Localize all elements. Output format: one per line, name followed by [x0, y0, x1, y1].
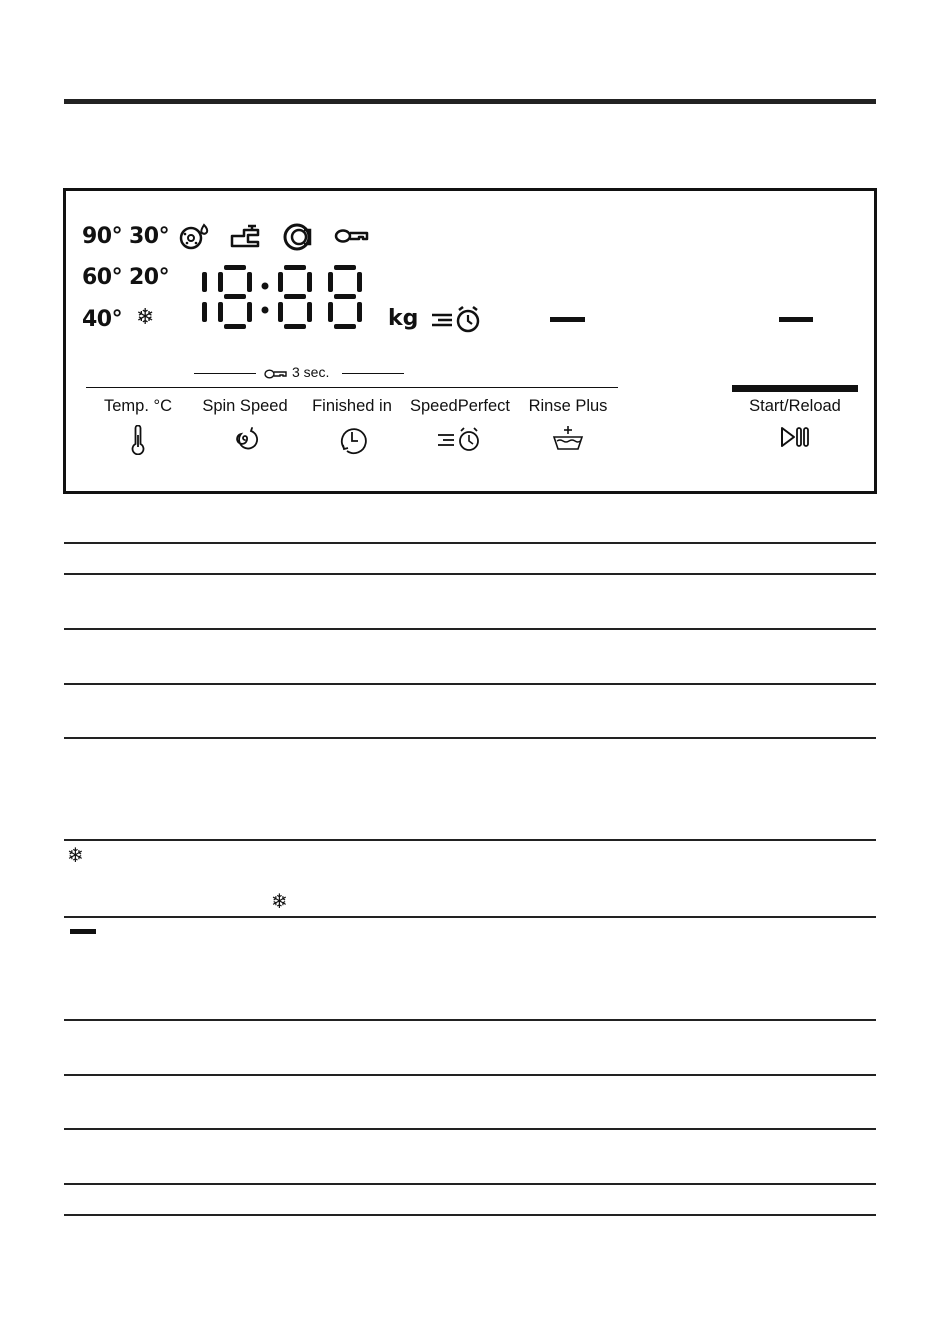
- table-rule: [64, 628, 876, 630]
- table-rule: [64, 737, 876, 739]
- rinse-plus-button[interactable]: [518, 397, 618, 451]
- table-rule: [64, 1183, 876, 1185]
- spin-speed-button[interactable]: [190, 397, 300, 453]
- cold-snowflake-icon: ❄: [136, 305, 155, 330]
- start-button-bar: [732, 385, 858, 392]
- rinse-plus-button-label: Rinse Plus: [528, 397, 608, 415]
- temp-button[interactable]: [88, 397, 188, 455]
- child-lock-key-icon: [334, 226, 370, 246]
- table-rule: [64, 542, 876, 544]
- speedperfect-indicator-icon: [430, 304, 484, 334]
- finished-in-button-label: Finished in: [312, 397, 392, 415]
- speedperfect-button[interactable]: [404, 397, 516, 453]
- time-segment-display: [196, 264, 368, 330]
- panel-divider: [86, 387, 618, 388]
- hold-duration-text: 3 sec.: [292, 364, 330, 380]
- hint-line-left: [194, 373, 256, 374]
- table-rule: [64, 1074, 876, 1076]
- temp-40-indicator: 40°: [82, 307, 123, 332]
- table-rule: [64, 1128, 876, 1130]
- drum-clean-icon: [178, 222, 212, 252]
- start-reload-button[interactable]: [732, 397, 858, 449]
- play-pause-icon: [779, 425, 811, 449]
- drum-door-icon: [282, 222, 316, 252]
- hold-3-sec-hint: [194, 364, 404, 384]
- table-rule: [64, 573, 876, 575]
- top-rule: [64, 99, 876, 104]
- temp-90-indicator: 90°: [82, 224, 123, 249]
- start-reload-button-label: Start/Reload: [749, 397, 841, 415]
- temp-30-indicator: 30°: [129, 224, 170, 249]
- table-rule: [64, 916, 876, 918]
- water-tap-icon: [228, 222, 262, 250]
- temp-60-indicator: 60°: [82, 265, 123, 290]
- table-rule: [64, 1019, 876, 1021]
- table-rule: [64, 839, 876, 841]
- table-dash-icon: [70, 929, 96, 934]
- temp-20-indicator: 20°: [129, 265, 170, 290]
- speedperfect-button-label: SpeedPerfect: [410, 397, 510, 415]
- key-icon: [264, 367, 288, 381]
- spin-spiral-icon: [231, 425, 259, 453]
- clock-icon: [337, 425, 367, 455]
- start-dash-indicator: [779, 317, 813, 322]
- temp-button-label: Temp. °C: [103, 397, 173, 415]
- speedperfect-icon: [436, 425, 484, 453]
- thermometer-icon: [130, 425, 146, 455]
- inline-snowflake-icon: ❄: [271, 889, 288, 913]
- finished-in-button[interactable]: [302, 397, 402, 455]
- hint-line-right: [342, 373, 404, 374]
- weight-unit-label: kg: [388, 306, 419, 331]
- rinse-plus-basin-icon: [551, 425, 585, 451]
- table-rule: [64, 1214, 876, 1216]
- table-snowflake-icon: ❄: [67, 843, 84, 867]
- table-rule: [64, 683, 876, 685]
- rinse-plus-dash-indicator: [550, 317, 585, 322]
- spin-speed-button-label: Spin Speed: [202, 397, 288, 415]
